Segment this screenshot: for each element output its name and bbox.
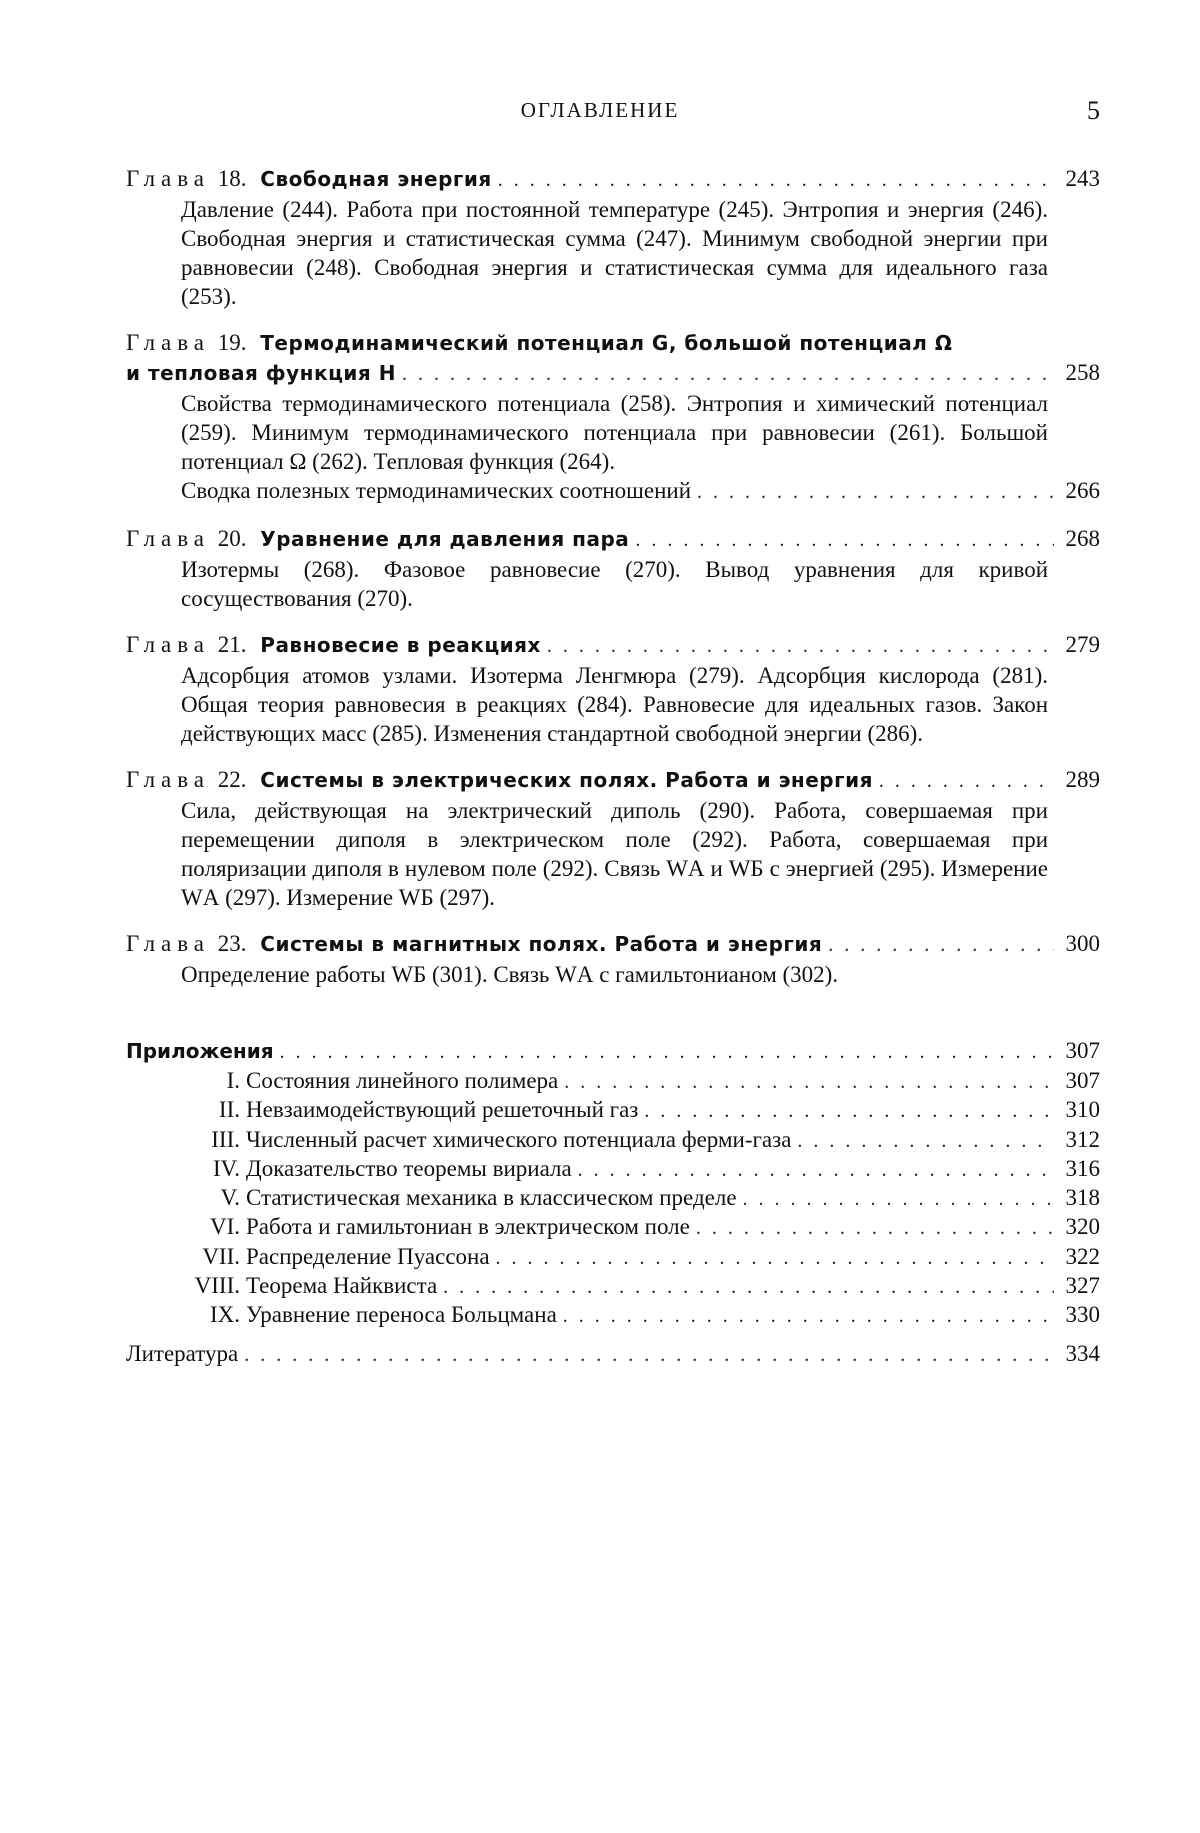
appendix-title: Численный расчет химического потенциала ферми-газа [246, 1126, 792, 1152]
appendix-title: Работа и гамильтониан в электрическом поле [246, 1214, 690, 1240]
chapter-18 [126, 164, 1100, 311]
appendix-page: 310 [1065, 1097, 1100, 1123]
chapter-number: 18. [217, 166, 247, 191]
chapter-heading[interactable] [126, 164, 1100, 195]
dot-leader [638, 1098, 1054, 1125]
appendix-title: Состояния линейного полимера [246, 1068, 559, 1093]
dot-leader [396, 360, 1054, 389]
chapter-heading[interactable] [126, 524, 1100, 555]
appendix-title: Уравнение переноса Больцмана [246, 1302, 557, 1328]
dot-leader [572, 1157, 1054, 1184]
chapter-title: Свободная энергия [260, 167, 492, 191]
extra-entry-label: Сводка полезных термодинамических соотношений [181, 478, 692, 503]
chapter-summary: Изотермы (268). Фазовое равновесие (270). Вывод уравнения для кривой сосуществования (270). [181, 557, 1048, 611]
chapter-title: Системы в магнитных полях. Работа и энергия [260, 932, 823, 956]
literature-label: Литература [126, 1340, 239, 1366]
dot-leader [492, 166, 1054, 195]
chapter-summary: Определение работы WБ (301). Связь WА с гамильтонианом (302). [181, 962, 839, 987]
appendix-item[interactable] [126, 1213, 1100, 1242]
appendices-section [126, 1036, 1100, 1331]
appendix-number: III. [211, 1126, 240, 1152]
appendix-number: VII. [202, 1243, 240, 1269]
chapter-word: Глава [126, 330, 211, 355]
appendices-heading: Приложения [126, 1039, 274, 1063]
appendix-page: 330 [1065, 1302, 1100, 1328]
table-of-contents [126, 164, 1100, 1370]
dot-leader [238, 1341, 1054, 1370]
appendix-title: Доказательство теоремы вириала [246, 1155, 572, 1181]
appendix-item[interactable] [126, 1272, 1100, 1301]
chapter-title: Равновесие в реакциях [260, 633, 541, 657]
dot-leader [737, 1186, 1054, 1213]
appendix-item[interactable] [126, 1301, 1100, 1330]
dot-leader [490, 1245, 1054, 1272]
appendix-number: II. [218, 1097, 240, 1123]
dot-leader [541, 632, 1054, 661]
chapter-20 [126, 524, 1100, 613]
chapter-word: Глава [126, 526, 211, 551]
dot-leader [691, 478, 1054, 507]
chapter-title: Термодинамический потенциал G, большой потенциал Ω [260, 331, 953, 355]
chapter-number: 21. [217, 632, 247, 657]
dot-leader [557, 1303, 1054, 1330]
appendix-number: V. [220, 1185, 240, 1211]
chapter-heading-line2[interactable] [126, 358, 1100, 389]
appendix-title: Невзаимодействующий решеточный газ [246, 1097, 639, 1123]
appendix-item[interactable] [126, 1096, 1100, 1125]
chapter-19 [126, 328, 1100, 507]
chapter-summary: Свойства термодинамического потенциала (258). Энтропия и химический потенциал (259). Минимум термодинамического потенциала при равновесии (261). Большой потенциал Ω (262). Тепловая функция (264). [181, 391, 1048, 474]
chapter-number: 20. [217, 526, 247, 551]
chapter-page: 279 [1065, 632, 1100, 657]
appendices-heading-line[interactable] [126, 1036, 1100, 1067]
appendix-number: I. [226, 1068, 240, 1093]
chapter-page: 268 [1065, 526, 1100, 551]
literature-page: 334 [1065, 1340, 1100, 1366]
running-head [0, 96, 1200, 126]
appendices-page: 307 [1065, 1038, 1100, 1063]
dot-leader [690, 1215, 1054, 1242]
appendix-number: IX. [209, 1302, 240, 1328]
appendix-title: Распределение Пуассона [246, 1243, 490, 1269]
chapter-summary: Адсорбция атомов узлами. Изотерма Ленгмюра (279). Адсорбция кислорода (281). Общая теория равновесия в реакциях (284). Равновесие для идеальных газов. Закон действующих масс (285). Изменения стандартной свободной энергии (286). [181, 663, 1048, 746]
dot-leader [558, 1069, 1054, 1096]
chapter-heading-line1[interactable] [126, 328, 1100, 358]
appendix-item[interactable] [126, 1155, 1100, 1184]
chapter-heading[interactable] [126, 765, 1100, 796]
appendix-item[interactable] [126, 1067, 1100, 1096]
appendix-page: 318 [1065, 1185, 1100, 1211]
appendix-page: 320 [1065, 1214, 1100, 1240]
dot-leader [629, 526, 1054, 555]
appendix-title: Теорема Найквиста [246, 1273, 438, 1299]
extra-entry[interactable] [181, 476, 1100, 507]
appendix-number: IV. [212, 1155, 240, 1181]
chapter-word: Глава [126, 931, 211, 956]
appendix-item[interactable] [126, 1243, 1100, 1272]
dot-leader [873, 767, 1054, 796]
chapter-summary: Сила, действующая на электрический диполь (290). Работа, совершаемая при перемещении диполя в электрическом поле (292). Работа, совершаемая при поляризации диполя в нулевом поле (292). Связь WА и WБ с энергией (295). Измерение WА (297). Измерение WБ (297). [181, 798, 1048, 910]
chapter-title-continued: и тепловая функция H [126, 361, 396, 385]
appendix-number: VIII. [194, 1273, 240, 1299]
appendix-page: 312 [1065, 1126, 1100, 1152]
chapter-page: 289 [1065, 767, 1100, 792]
chapter-word: Глава [126, 166, 211, 191]
chapter-number: 22. [217, 767, 247, 792]
chapter-number: 19. [217, 330, 247, 355]
page-number: 5 [1087, 96, 1100, 125]
chapter-page: 300 [1065, 931, 1100, 956]
chapter-page: 243 [1065, 166, 1100, 191]
chapter-heading[interactable] [126, 929, 1100, 960]
dot-leader [791, 1128, 1054, 1155]
appendix-page: 327 [1065, 1273, 1100, 1299]
appendix-page: 307 [1065, 1068, 1100, 1093]
chapter-word: Глава [126, 632, 211, 657]
chapter-heading[interactable] [126, 630, 1100, 661]
chapter-title: Уравнение для давления пара [260, 527, 630, 551]
chapter-word: Глава [126, 767, 211, 792]
chapter-23 [126, 929, 1100, 989]
appendix-item[interactable] [126, 1184, 1100, 1213]
section-spacer [126, 1006, 1100, 1036]
chapter-page: 258 [1065, 360, 1100, 385]
dot-leader [437, 1274, 1054, 1301]
appendix-title: Статистическая механика в классическом пределе [246, 1185, 737, 1211]
appendix-page: 316 [1065, 1155, 1100, 1181]
appendix-number: VI. [209, 1214, 240, 1240]
chapter-number: 23. [217, 931, 247, 956]
appendix-page: 322 [1065, 1243, 1100, 1269]
literature-entry[interactable] [126, 1339, 1100, 1370]
running-title: ОГЛАВЛЕНИЕ [520, 98, 680, 122]
chapter-summary: Давление (244). Работа при постоянной температуре (245). Энтропия и энергия (246). Свободная энергия и статистическая сумма (247). Минимум свободной энергии при равновесии (248). Свободная энергия и статистическая сумма для идеального газа (253). [181, 197, 1048, 309]
dot-leader [274, 1038, 1054, 1067]
chapter-title: Системы в электрических полях. Работа и энергия [260, 768, 873, 792]
appendix-item[interactable] [126, 1126, 1100, 1155]
dot-leader [822, 931, 1054, 960]
extra-entry-page: 266 [1065, 478, 1100, 503]
chapter-22 [126, 765, 1100, 912]
chapter-21 [126, 630, 1100, 748]
appendix-list [126, 1067, 1100, 1331]
